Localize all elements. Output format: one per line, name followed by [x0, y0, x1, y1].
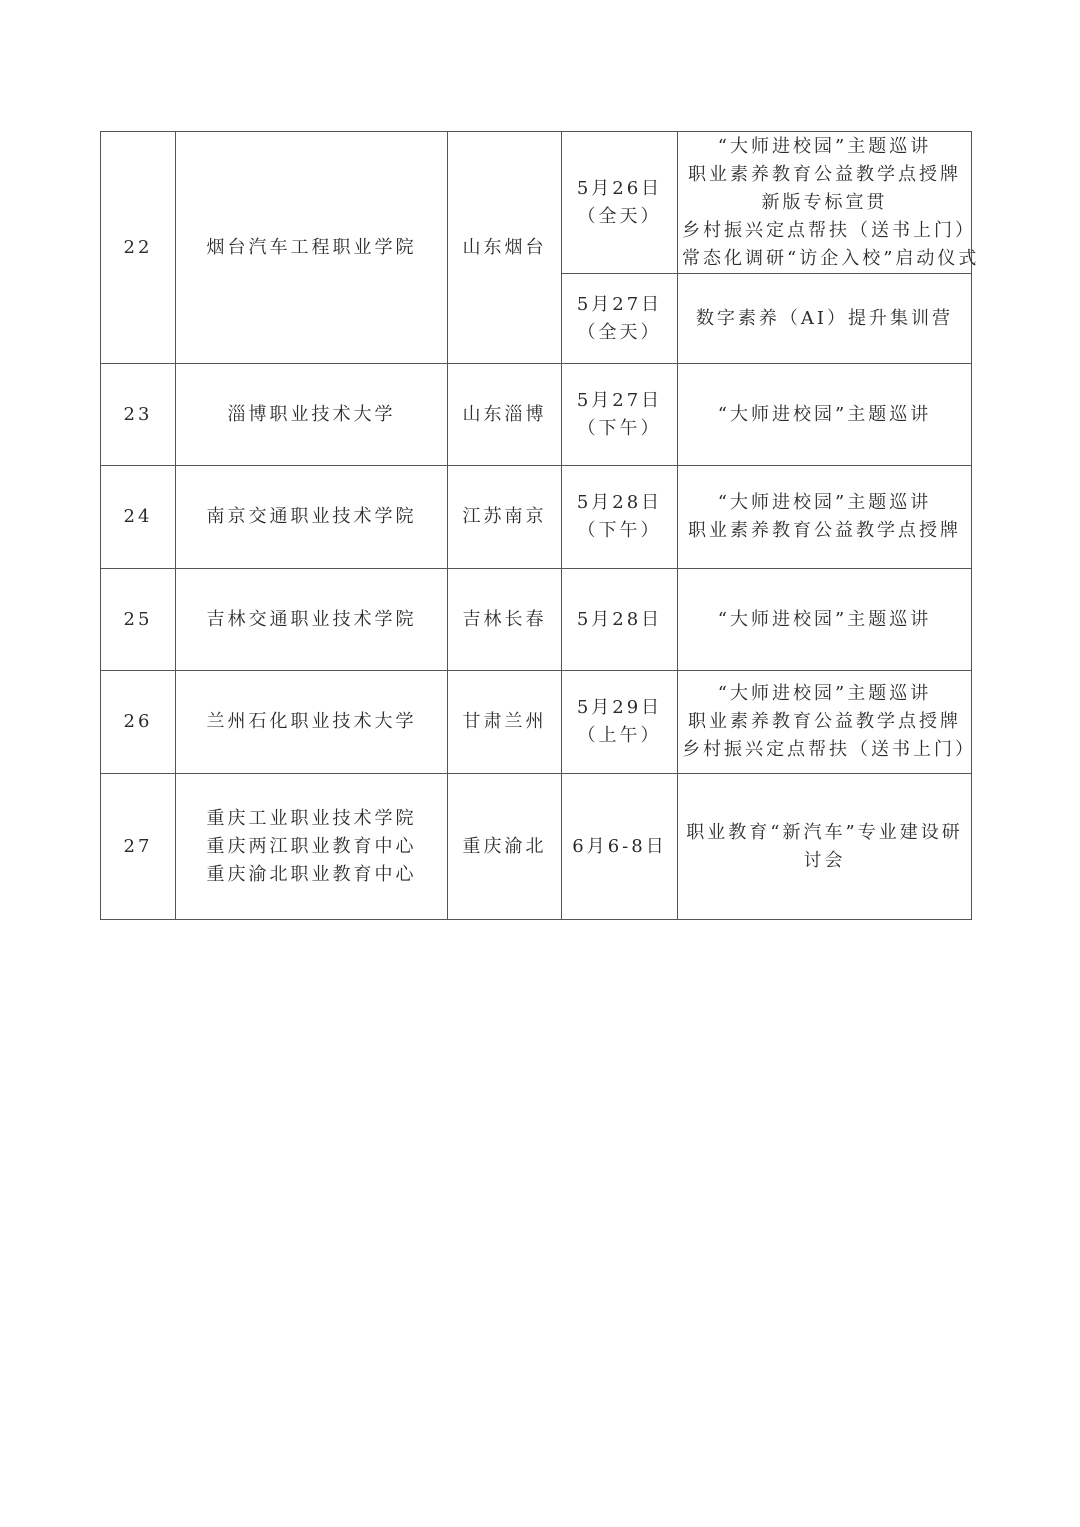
date-line: 5月28日 [576, 608, 663, 630]
row-number: 25 [101, 569, 176, 671]
school-line: 重庆渝北职业教育中心 [206, 863, 417, 885]
date-line: 5月27日 [576, 389, 663, 411]
activity-cell [678, 569, 972, 671]
date-line: 5月27日 [576, 293, 663, 315]
row-number: 26 [101, 671, 176, 774]
school-line: 烟台汽车工程职业学院 [206, 236, 417, 258]
activity-cell [678, 364, 972, 466]
date-cell [562, 466, 678, 569]
date-line: （全天） [577, 205, 662, 227]
date-cell [562, 132, 678, 274]
activity-line: 乡村振兴定点帮扶（送书上门） [682, 219, 976, 241]
location: 山东烟台 [448, 132, 562, 364]
schedule-table [100, 131, 980, 920]
activity-line: 乡村振兴定点帮扶（送书上门） [682, 739, 976, 760]
activity-cell [678, 132, 980, 274]
date-line: （全天） [577, 321, 662, 343]
activity-cell [678, 774, 972, 920]
date-line: （下午） [577, 520, 662, 541]
row-number: 27 [101, 774, 176, 920]
date-cell [562, 671, 678, 774]
activity-line: 新版专标宣贯 [761, 191, 888, 213]
activity-line: 职业素养教育公益教学点授牌 [688, 711, 961, 732]
activity-line: “大师进校园”主题巡讲 [717, 608, 932, 630]
school-name [176, 671, 448, 774]
table-row [101, 364, 972, 466]
school-line: 淄博职业技术大学 [227, 403, 396, 425]
date-line: 5月29日 [576, 697, 663, 718]
school-name [176, 466, 448, 569]
date-line: 5月26日 [576, 177, 663, 199]
school-line: 重庆工业职业技术学院 [206, 807, 417, 829]
table-row [101, 569, 972, 671]
activity-line: “大师进校园”主题巡讲 [717, 683, 932, 704]
date-cell [562, 774, 678, 920]
row-number: 24 [101, 466, 176, 569]
school-name [176, 774, 448, 920]
date-line: （上午） [577, 725, 662, 746]
activity-cell [678, 274, 972, 364]
school-name [176, 132, 448, 364]
date-cell [562, 569, 678, 671]
location: 山东淄博 [448, 364, 562, 466]
school-name [176, 569, 448, 671]
activity-line: 职业素养教育公益教学点授牌 [688, 520, 961, 541]
school-name [176, 364, 448, 466]
date-line: 5月28日 [576, 492, 663, 513]
activity-line: 常态化调研“访企入校”启动仪式 [682, 247, 980, 269]
school-line: 重庆两江职业教育中心 [206, 835, 417, 857]
location: 吉林长春 [448, 569, 562, 671]
date-cell [562, 274, 678, 364]
activity-line: “大师进校园”主题巡讲 [717, 135, 932, 157]
activity-line: “大师进校园”主题巡讲 [717, 403, 932, 425]
row-number: 23 [101, 364, 176, 466]
table-row [101, 466, 972, 569]
activity-line: “大师进校园”主题巡讲 [717, 492, 932, 513]
table-row [101, 671, 972, 774]
school-line: 兰州石化职业技术大学 [206, 711, 417, 732]
table-row [101, 132, 972, 274]
activity-line: 职业教育“新汽车”专业建设研讨会 [686, 821, 963, 871]
activity-line: 职业素养教育公益教学点授牌 [688, 163, 961, 185]
school-line: 南京交通职业技术学院 [206, 506, 417, 527]
date-cell [562, 364, 678, 466]
row-number: 22 [101, 132, 176, 364]
location: 重庆渝北 [448, 774, 562, 920]
activity-cell [678, 466, 972, 569]
date-line: 6月6-8日 [572, 835, 667, 857]
activity-line: 数字素养（AI）提升集训营 [695, 307, 954, 329]
activity-cell [678, 671, 976, 774]
table-row [101, 774, 972, 920]
date-line: （下午） [577, 417, 662, 439]
location: 甘肃兰州 [448, 671, 562, 774]
location: 江苏南京 [448, 466, 562, 569]
school-line: 吉林交通职业技术学院 [206, 608, 417, 630]
